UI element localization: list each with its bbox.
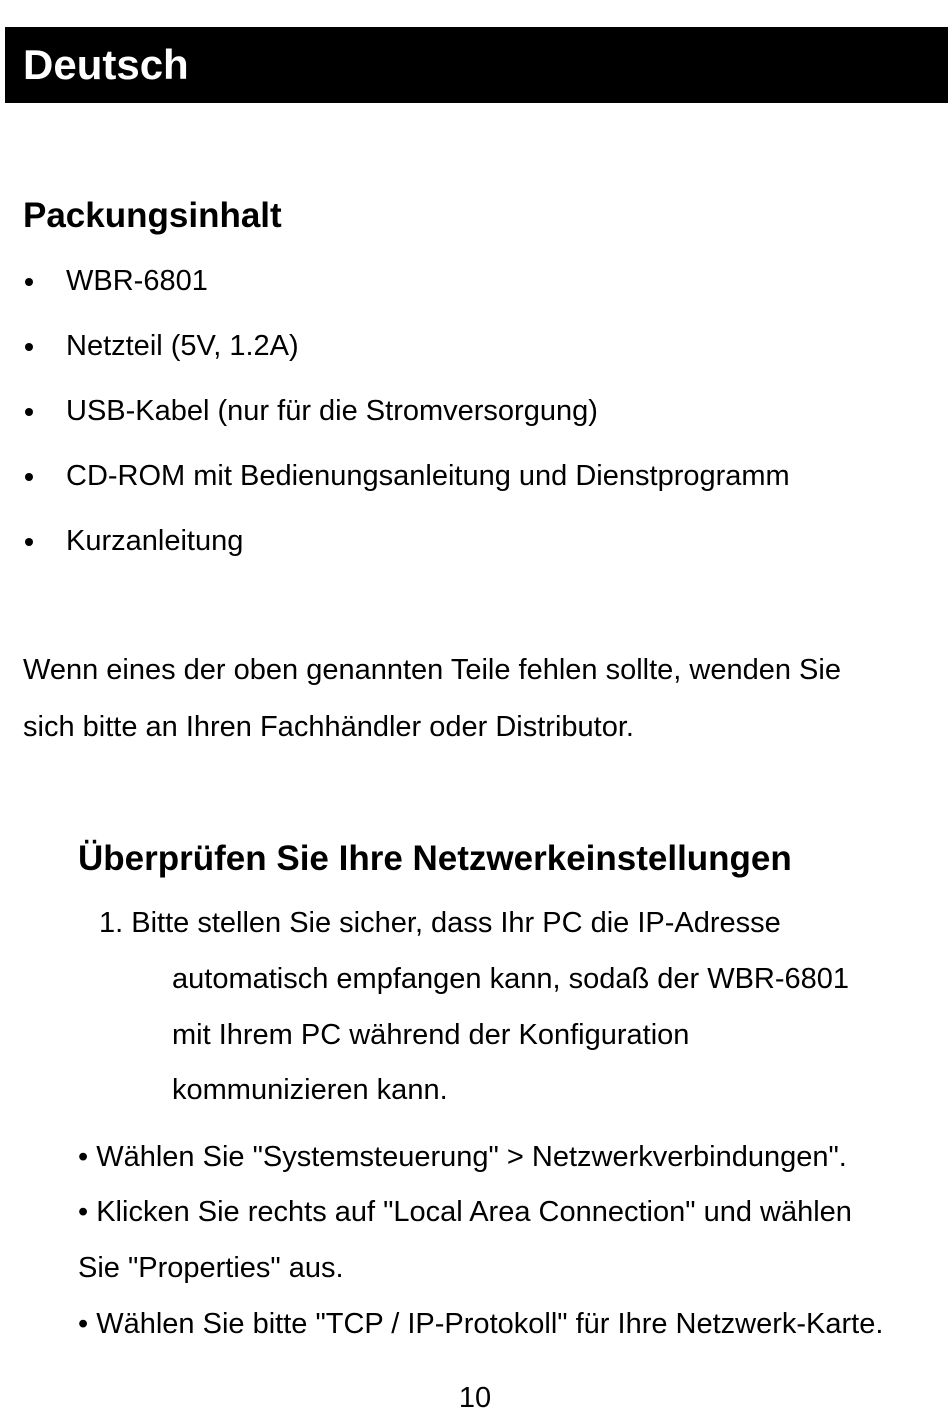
page-number: 10 (458, 1382, 492, 1414)
list-item-label: WBR-6801 (66, 265, 208, 297)
note-line: Wenn eines der oben genannten Teile fehlen sollte, wenden Sie (23, 654, 841, 686)
instruction-line: Sie "Properties" aus. (78, 1252, 344, 1284)
network-settings-heading: Überprüfen Sie Ihre Netzwerkeinstellungen (78, 839, 792, 878)
bullet-icon (25, 408, 33, 416)
instruction-line: • Klicken Sie rechts auf "Local Area Connection" und wählen (78, 1196, 852, 1228)
step-line: mit Ihrem PC während der Konfiguration (172, 1019, 690, 1051)
list-item-label: CD-ROM mit Bedienungsanleitung und Dienstprogramm (66, 460, 790, 492)
instruction-line: • Wählen Sie "Systemsteuerung" > Netzwerkverbindungen". (78, 1141, 847, 1173)
note-line: sich bitte an Ihren Fachhändler oder Distributor. (23, 711, 634, 743)
bullet-icon (25, 473, 33, 481)
page-title: Deutsch (23, 41, 189, 88)
bullet-icon (25, 278, 33, 286)
bullet-icon (25, 343, 33, 351)
step-line: automatisch empfangen kann, sodaß der WBR-6801 (172, 963, 850, 995)
header-bar (5, 27, 948, 103)
instruction-line: • Wählen Sie bitte "TCP / IP-Protokoll" für Ihre Netzwerk-Karte. (78, 1308, 884, 1340)
bullet-icon (25, 538, 33, 546)
list-item-label: Netzteil (5V, 1.2A) (66, 330, 299, 362)
package-contents-heading: Packungsinhalt (23, 196, 282, 235)
step-line: kommunizieren kann. (172, 1074, 448, 1106)
list-item-label: Kurzanleitung (66, 525, 244, 557)
step-line: 1. Bitte stellen Sie sicher, dass Ihr PC die IP-Adresse (99, 907, 781, 939)
list-item-label: USB-Kabel (nur für die Stromversorgung) (66, 395, 598, 427)
